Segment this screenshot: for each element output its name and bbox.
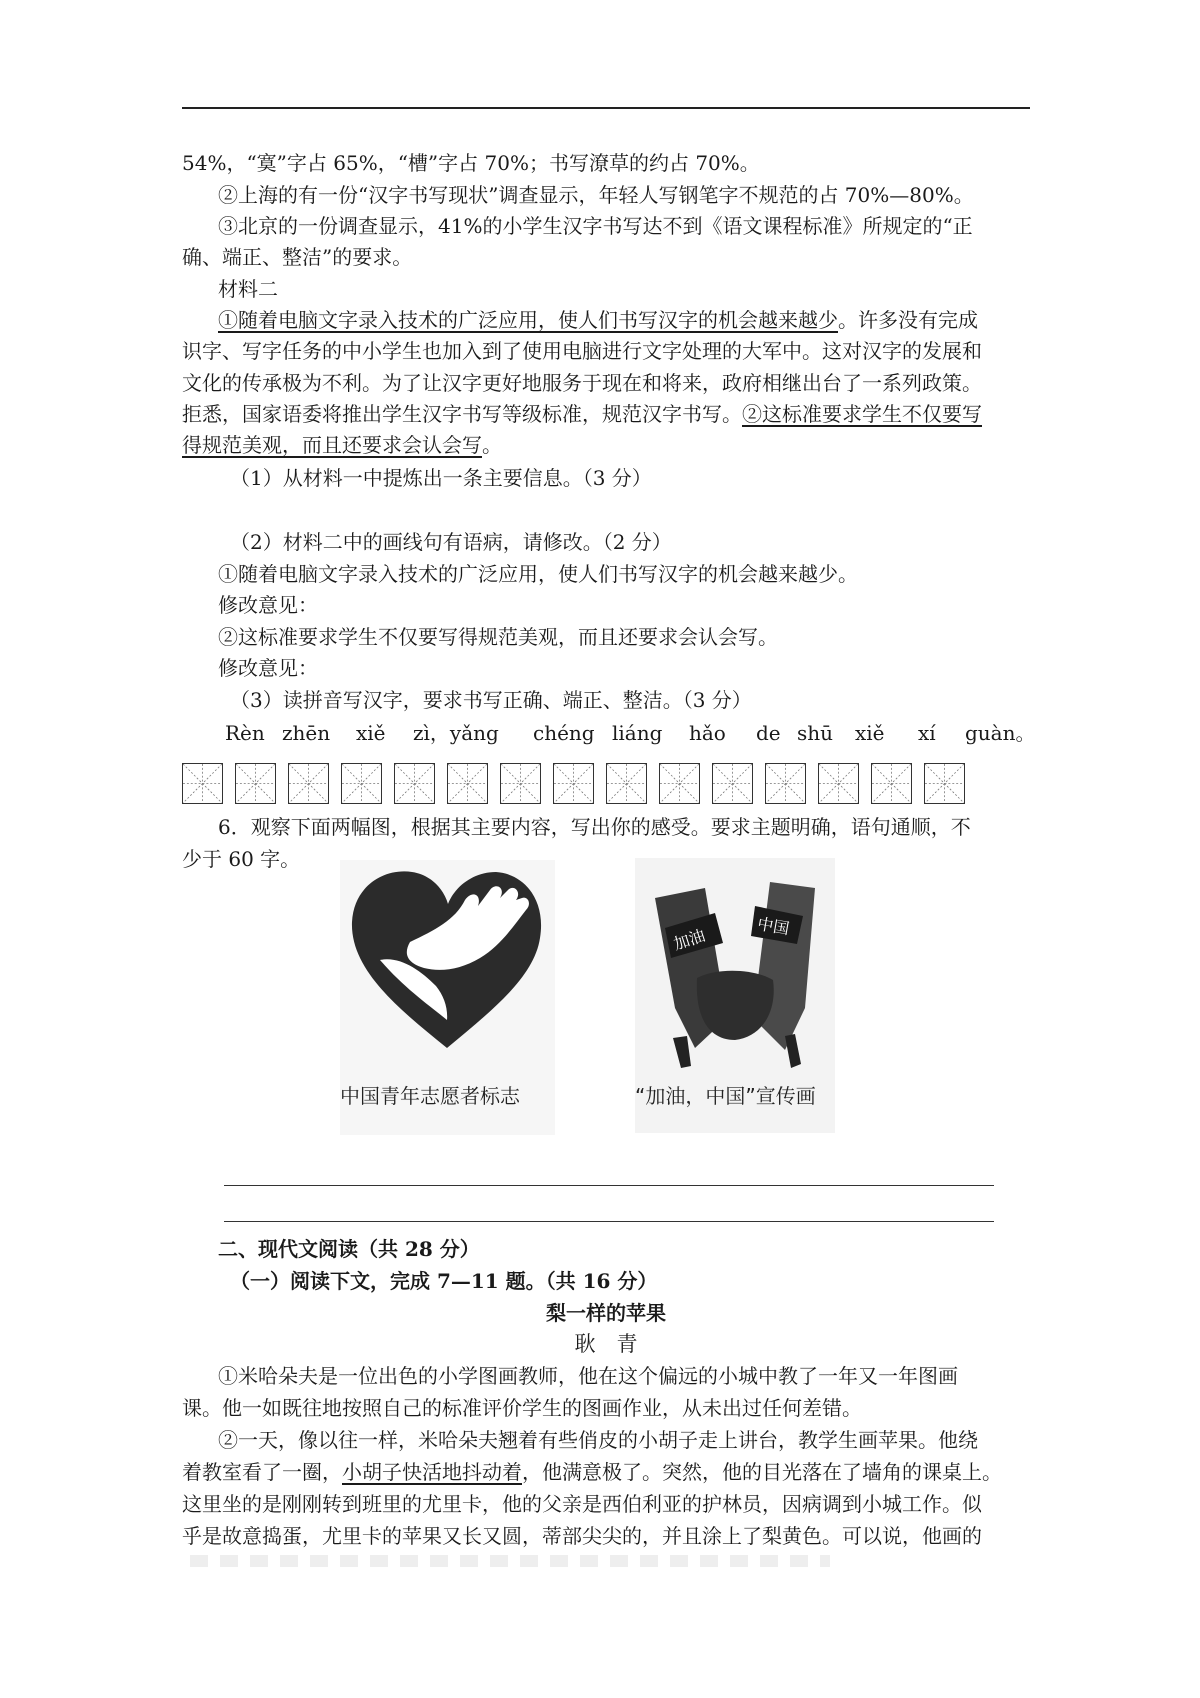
underlined-sentence-2: ②这标准要求学生不仅要写 xyxy=(742,402,982,426)
grid-guide-lines xyxy=(872,764,911,803)
article-p2-line-3: 这里坐的是刚刚转到班里的尤里卡，他的父亲是西伯利亚的护林员，因病调到小城工作。似 xyxy=(182,1492,982,1516)
section-two-title: 二、现代文阅读（共 28 分） xyxy=(218,1237,480,1261)
question-2-sentence-2: ②这标准要求学生不仅要写得规范美观，而且还要求会认会写。 xyxy=(218,625,778,649)
heart-hand-dove-icon xyxy=(340,860,555,1060)
pinyin-syllable: chéng xyxy=(533,721,595,745)
writing-grid-cell[interactable] xyxy=(712,763,753,804)
question-2: （2）材料二中的画线句有语病，请修改。（2 分） xyxy=(230,530,672,554)
question-6: 6．观察下面两幅图，根据其主要内容，写出你的感受。要求主题明确，语句通顺，不 xyxy=(218,815,971,839)
band-text-left: 加油 xyxy=(671,925,708,954)
grid-guide-lines xyxy=(289,764,328,803)
writing-grid-cell[interactable] xyxy=(288,763,329,804)
writing-grid-cell[interactable] xyxy=(871,763,912,804)
question-1: （1）从材料一中提炼出一条主要信息。（3 分） xyxy=(230,466,652,490)
question-2-sentence-1: ①随着电脑文字录入技术的广泛应用，使人们书写汉字的机会越来越少。 xyxy=(218,562,858,586)
grid-guide-lines xyxy=(925,764,964,803)
pinyin-syllable: guàn。 xyxy=(965,721,1036,745)
pinyin-syllable: zhēn xyxy=(282,721,331,745)
article-author: 耿 青 xyxy=(574,1332,638,1356)
grid-guide-lines xyxy=(501,764,540,803)
material-one-item-3: ③北京的一份调查显示，41%的小学生汉字书写达不到《语文课程标准》所规定的“正 xyxy=(218,214,973,238)
grid-guide-lines xyxy=(554,764,593,803)
writing-grid-cell[interactable] xyxy=(394,763,435,804)
revision-label-2: 修改意见： xyxy=(218,656,318,680)
material-two-text: 。 xyxy=(482,433,502,457)
grid-guide-lines xyxy=(766,764,805,803)
grid-guide-lines xyxy=(660,764,699,803)
question-3: （3）读拼音写汉字，要求书写正确、端正、整洁。（3 分） xyxy=(230,688,752,712)
writing-grid-cell[interactable] xyxy=(818,763,859,804)
material-two-line-2: 识字、写字任务的中小学生也加入到了使用电脑进行文字处理的大军中。这对汉字的发展和 xyxy=(182,339,982,363)
article-text: ，他满意极了。突然，他的目光落在了墙角的课桌上。 xyxy=(522,1460,1002,1484)
writing-grid-cell[interactable] xyxy=(235,763,276,804)
figure-2-caption: “加油，中国”宣传画 xyxy=(635,1084,816,1108)
section-two-subtitle: （一）阅读下文，完成 7—11 题。（共 16 分） xyxy=(230,1269,658,1293)
answer-line[interactable] xyxy=(224,1185,994,1186)
underlined-phrase: 小胡子快活地抖动着 xyxy=(342,1460,522,1484)
pinyin-syllable: shū xyxy=(797,721,834,745)
grid-guide-lines xyxy=(819,764,858,803)
material-two-heading: 材料二 xyxy=(218,277,278,301)
writing-grid-cell[interactable] xyxy=(765,763,806,804)
material-two-text: 。许多没有完成 xyxy=(838,308,978,332)
article-p2-line-1: ②一天，像以往一样，米哈朵夫翘着有些俏皮的小胡子走上讲台，教学生画苹果。他绕 xyxy=(218,1428,978,1452)
material-two-line-1 xyxy=(218,305,1030,336)
material-one-item-2: ②上海的有一份“汉字书写现状”调查显示，年轻人写钢笔字不规范的占 70%—80%。 xyxy=(218,183,974,207)
pinyin-syllable: hǎo xyxy=(689,721,726,745)
article-p2-line-4: 乎是故意捣蛋，尤里卡的苹果又长又圆，蒂部尖尖的，并且涂上了梨黄色。可以说，他画的 xyxy=(182,1524,982,1548)
grid-guide-lines xyxy=(183,764,222,803)
material-two-line-5 xyxy=(182,430,1030,461)
grid-guide-lines xyxy=(236,764,275,803)
writing-grid-cell[interactable] xyxy=(500,763,541,804)
holding-hands-icon xyxy=(635,858,835,1068)
writing-grid-cell[interactable] xyxy=(182,763,223,804)
pinyin-syllable: liáng xyxy=(612,721,663,745)
grid-guide-lines xyxy=(448,764,487,803)
grid-guide-lines xyxy=(713,764,752,803)
character-writing-grid[interactable] xyxy=(182,763,965,807)
cheer-china-poster-figure xyxy=(635,858,835,1133)
figure-1-caption: 中国青年志愿者标志 xyxy=(340,1084,520,1108)
header-rule xyxy=(182,107,1030,109)
article-p1-line-2: 课。他一如既往地按照自己的标准评价学生的图画作业，从未出过任何差错。 xyxy=(182,1396,862,1420)
pinyin-syllable: xí xyxy=(918,721,936,745)
pinyin-syllable: xiě xyxy=(356,721,386,745)
revision-label-1: 修改意见： xyxy=(218,593,318,617)
writing-grid-cell[interactable] xyxy=(924,763,965,804)
underlined-sentence-1: ①随着电脑文字录入技术的广泛应用，使人们书写汉字的机会越来越少 xyxy=(218,308,838,332)
writing-grid-cell[interactable] xyxy=(447,763,488,804)
material-two-line-4 xyxy=(182,399,1030,430)
answer-line[interactable] xyxy=(224,1221,994,1222)
article-title: 梨一样的苹果 xyxy=(546,1301,666,1325)
writing-grid-cell[interactable] xyxy=(659,763,700,804)
underlined-sentence-2-cont: 得规范美观，而且还要求会认会写 xyxy=(182,433,482,457)
pinyin-syllable: zì，yǎng xyxy=(413,721,499,745)
pinyin-syllable: xiě xyxy=(855,721,885,745)
pinyin-syllable: Rèn xyxy=(225,721,265,745)
material-two-line-3: 文化的传承极为不利。为了让汉字更好地服务于现在和将来，政府相继出台了一系列政策。 xyxy=(182,371,982,395)
material-two-text: 拒悉，国家语委将推出学生汉字书写等级标准，规范汉字书写。 xyxy=(182,402,742,426)
article-text: 着教室看了一圈， xyxy=(182,1460,342,1484)
material-one-item-3-cont: 确、端正、整洁”的要求。 xyxy=(182,245,413,269)
material-one-line: 54%，“寞”字占 65%，“槽”字占 70%；书写潦草的约占 70%。 xyxy=(182,151,760,175)
writing-grid-cell[interactable] xyxy=(606,763,647,804)
pinyin-syllable: de xyxy=(756,721,781,745)
article-p1-line-1: ①米哈朵夫是一位出色的小学图画教师，他在这个偏远的小城中教了一年又一年图画 xyxy=(218,1364,958,1388)
article-p2-line-2 xyxy=(182,1457,1030,1488)
grid-guide-lines xyxy=(607,764,646,803)
scan-artifact xyxy=(190,1555,830,1567)
band-text-right: 中国 xyxy=(755,914,791,939)
question-6-cont: 少于 60 字。 xyxy=(182,847,301,871)
grid-guide-lines xyxy=(342,764,381,803)
writing-grid-cell[interactable] xyxy=(553,763,594,804)
writing-grid-cell[interactable] xyxy=(341,763,382,804)
grid-guide-lines xyxy=(395,764,434,803)
volunteer-logo-figure xyxy=(340,860,555,1135)
